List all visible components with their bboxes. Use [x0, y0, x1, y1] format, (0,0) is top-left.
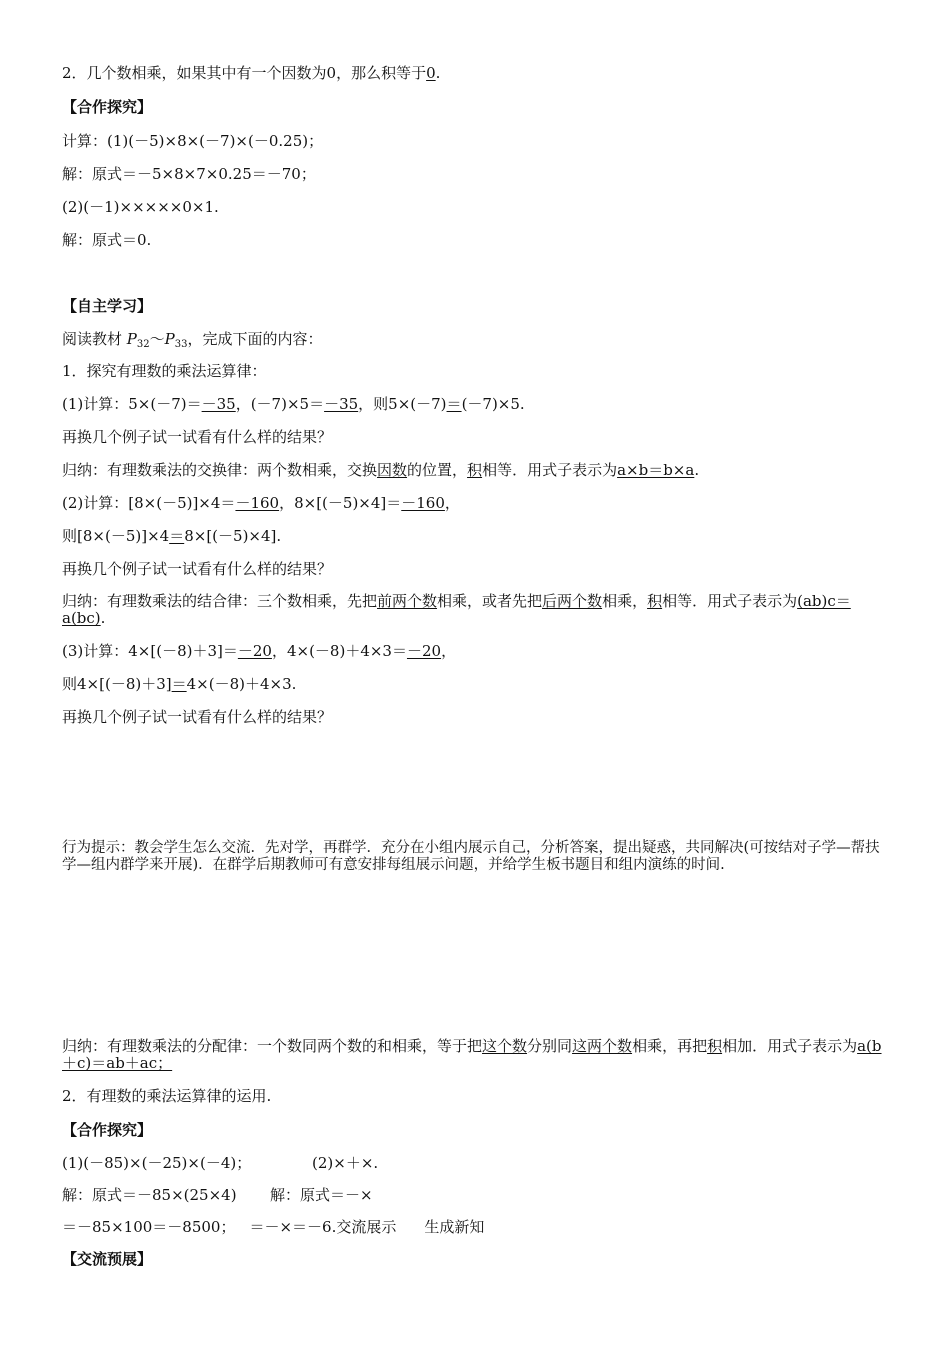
section-heading-exchange: 【交流预展】	[62, 1250, 153, 1268]
distributive-law: 归纳：有理数乘法的分配律：一个数同两个数的和相乘，等于把这个数分别同这两个数相乘，再把积相加．用式子表示为a(b＋c)＝ab＋ac；	[62, 1037, 882, 1072]
apply-question-2: (2)×＋×.	[312, 1154, 379, 1172]
try-more-2: 再换几个例子试一试看有什么样的结果？	[62, 560, 333, 578]
apply-solution-2a: 解：原式＝－×	[270, 1186, 373, 1204]
section-heading-self-study: 【自主学习】	[62, 297, 153, 315]
behavior-hint: 行为提示：教会学生怎么交流．先对学，再群学．充分在小组内展示自己，分析答案，提出疑惑，共同解决(可按结对子学—帮扶学—组内群学来开展)．在群学后期教师可有意安排每组展示问题，并给学生板书题目和组内演练的时间.	[62, 840, 880, 873]
tag-new-knowledge: 生成新知	[424, 1218, 485, 1236]
section-heading-cooperation: 【合作探究】	[62, 98, 153, 116]
solution-2: 解：原式＝0.	[62, 231, 152, 249]
associative-result: 则[8×(－5)]×4＝8×[(－5)×4].	[62, 527, 282, 545]
answer-blank: 0	[426, 64, 436, 82]
solution-1: 解：原式＝－5×8×7×0.25＝－70；	[62, 165, 316, 183]
tag-share: 交流展示	[336, 1218, 397, 1236]
try-more-1: 再换几个例子试一试看有什么样的结果？	[62, 428, 333, 446]
distributive-result: 则4×[(－8)＋3]＝4×(－8)＋4×3.	[62, 675, 297, 693]
apply-question-1: (1)(－85)×(－25)×(－4)；	[62, 1154, 252, 1172]
try-more-3: 再换几个例子试一试看有什么样的结果？	[62, 708, 333, 726]
commutative-law: 归纳：有理数乘法的交换律：两个数相乘，交换因数的位置，积相等．用式子表示为a×b＝b×a.	[62, 461, 700, 479]
calc-question-1: 计算：(1)(－5)×8×(－7)×(－0.25)；	[62, 132, 324, 150]
apply-solution-line2: ＝－85×100＝－8500； ＝－×＝－6.交流展示 生成新知	[62, 1218, 485, 1236]
zero-product-rule: 2．几个数相乘，如果其中有一个因数为0，那么积等于0.	[62, 64, 441, 82]
section-heading-cooperation-2: 【合作探究】	[62, 1121, 153, 1139]
explore-item-1: 1．探究有理数的乘法运算律：	[62, 362, 267, 380]
reading-instruction: 阅读教材 $P_{32}\sim P_{33}$，完成下面的内容：	[62, 330, 323, 350]
associative-law: 归纳：有理数乘法的结合律：三个数相乘，先把前两个数相乘，或者先把后两个数相乘，积相等．用式子表示为(ab)c＝a(bc).	[62, 592, 851, 627]
apply-solution-1a: 解：原式＝－85×(25×4)	[62, 1186, 237, 1204]
commutative-calc: (1)计算：5×(－7)＝－35，(－7)×5＝－35，则5×(－7)＝(－7)×5.	[62, 395, 525, 413]
distributive-calc: (3)计算：4×[(－8)＋3]＝－20，4×(－8)＋4×3＝－20，	[62, 642, 457, 660]
apply-item-2: 2．有理数的乘法运算律的运用.	[62, 1087, 272, 1105]
calc-question-2: (2)(－1)×××××0×1.	[62, 198, 219, 216]
associative-calc: (2)计算：[8×(－5)]×4＝－160，8×[(－5)×4]＝－160，	[62, 494, 460, 512]
